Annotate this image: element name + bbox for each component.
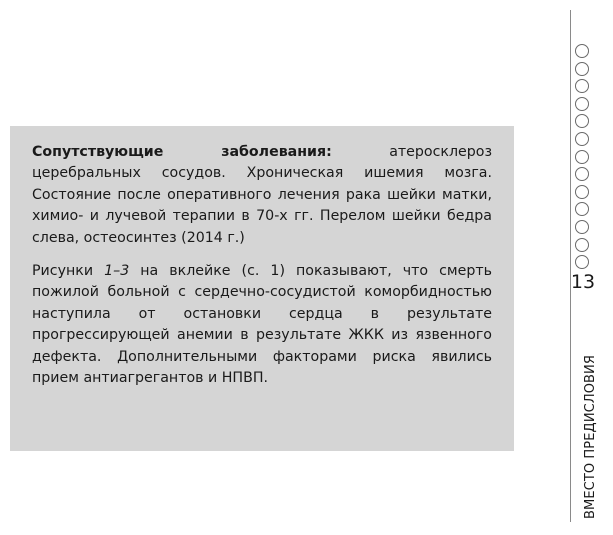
comorbidity-heading: Сопутствующие заболевания: (32, 144, 332, 160)
chapter-circle (575, 44, 589, 58)
comorbidity-paragraph (32, 142, 492, 249)
chapter-circle (575, 150, 589, 164)
sidebar-divider (570, 10, 571, 522)
chapter-circles (572, 44, 592, 273)
figures-lead: Рисунки (32, 263, 105, 280)
comorbidity-text-box (10, 126, 514, 451)
chapter-circle (575, 202, 589, 216)
chapter-circle (575, 185, 589, 199)
chapter-circle (575, 220, 589, 234)
chapter-circle (575, 255, 589, 269)
chapter-circle (575, 62, 589, 76)
chapter-circle (575, 167, 589, 181)
chapter-circle (575, 114, 589, 128)
figures-reference: 1–3 (104, 263, 130, 280)
figures-paragraph (32, 261, 492, 389)
chapter-circle (575, 79, 589, 93)
comorbidity-text: атеросклероз церебральных сосудов. Хроническая ишемия мозга. Состояние после оперативного лечения рака шейки матки, химио- и лучевой терапии в 70-х гг. Перелом шейки бедра слева, остеосинтез (2014 г.) (32, 144, 492, 246)
chapter-circle (575, 97, 589, 111)
section-title: ВМЕСТО ПРЕДИСЛОВИЯ (583, 354, 598, 519)
figures-text: на вклейке (с. 1) показывают, что смерть пожилой больной с сердечно-сосудистой коморбидностью наступила от остановки сердца в результате прогрессирующей анемии в результате ЖКК из язвенного дефекта. Дополнительными факторами риска явились прием антиагрегантов и НПВП. (32, 263, 492, 387)
chapter-circle (575, 132, 589, 146)
page-number: 13 (570, 271, 596, 293)
chapter-circle (575, 238, 589, 252)
